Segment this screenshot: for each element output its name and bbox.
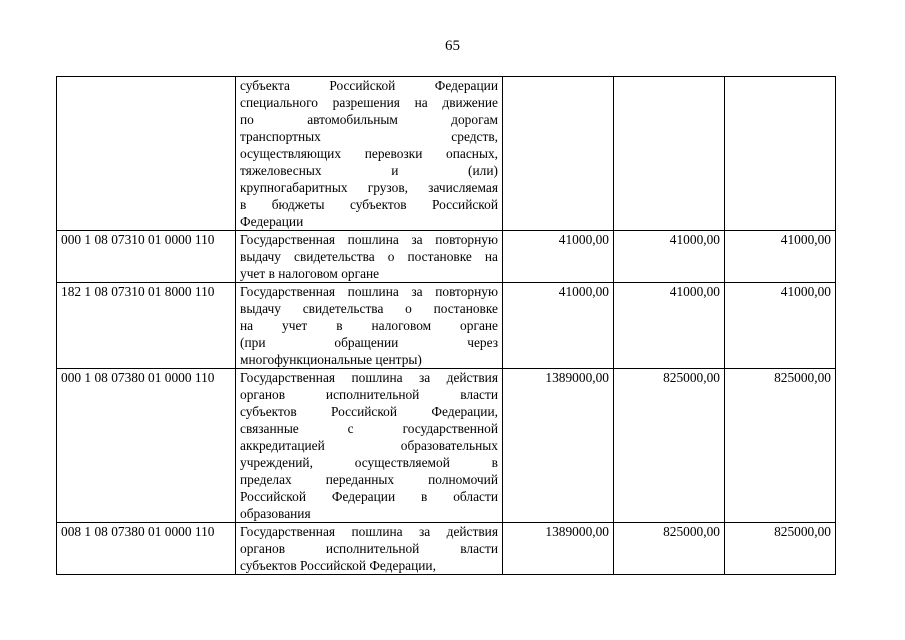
revenue-name-line: органов исполнительной власти xyxy=(240,541,498,556)
revenue-name-line: на учет в налоговом органе xyxy=(240,318,498,333)
revenue-name-line: транспортных средств, xyxy=(240,129,498,144)
amount-cell-year-1: 41000,00 xyxy=(503,283,614,369)
budget-code-cell: 000 1 08 07380 01 0000 110 xyxy=(57,369,236,523)
revenue-name-cell xyxy=(236,77,503,231)
revenue-name-line: Российской Федерации в области xyxy=(240,489,498,504)
amount-cell-year-2: 825000,00 xyxy=(614,369,725,523)
table-row xyxy=(57,231,836,283)
revenue-name-line: специального разрешения на движение xyxy=(240,95,498,110)
revenue-name-line: субъектов Российской Федерации, xyxy=(240,558,436,573)
amount-cell-year-2: 825000,00 xyxy=(614,523,725,575)
amount-cell-year-3: 825000,00 xyxy=(725,523,836,575)
revenue-name-line: учет в налоговом органе xyxy=(240,266,380,281)
table-row xyxy=(57,369,836,523)
table-body xyxy=(57,77,836,575)
amount-cell-year-1: 1389000,00 xyxy=(503,523,614,575)
amount-cell-year-2 xyxy=(614,77,725,231)
revenue-name-line: Государственная пошлина за действия xyxy=(240,524,498,539)
budget-code-cell: 182 1 08 07310 01 8000 110 xyxy=(57,283,236,369)
amount-cell-year-3: 825000,00 xyxy=(725,369,836,523)
page-number: 65 xyxy=(445,38,460,54)
revenue-name-cell xyxy=(236,523,503,575)
amount-cell-year-3: 41000,00 xyxy=(725,283,836,369)
revenue-name-line: по автомобильным дорогам xyxy=(240,112,498,127)
amount-cell-year-3 xyxy=(725,77,836,231)
revenue-name-line: образования xyxy=(240,506,311,521)
table-row xyxy=(57,523,836,575)
budget-code-cell xyxy=(57,77,236,231)
amount-cell-year-3: 41000,00 xyxy=(725,231,836,283)
revenue-name-cell xyxy=(236,231,503,283)
revenue-name-line: осуществляющих перевозки опасных, xyxy=(240,146,498,161)
revenue-name-line: учреждений, осуществляемой в xyxy=(240,455,498,470)
amount-cell-year-1: 1389000,00 xyxy=(503,369,614,523)
revenue-name-line: связанные с государственной xyxy=(240,421,498,436)
revenue-name-line: тяжеловесных и (или) xyxy=(240,163,498,178)
revenue-name-cell xyxy=(236,283,503,369)
budget-revenue-table xyxy=(56,76,836,575)
revenue-name-line: аккредитацией образовательных xyxy=(240,438,498,453)
revenue-name-line: субъектов Российской Федерации, xyxy=(240,404,498,419)
revenue-name-line: выдачу свидетельства о постановке xyxy=(240,301,498,316)
revenue-name-line: (при обращении через xyxy=(240,335,498,350)
revenue-name-cell xyxy=(236,369,503,523)
revenue-name-line: многофункциональные центры) xyxy=(240,352,422,367)
table-row xyxy=(57,283,836,369)
revenue-name-line: Федерации xyxy=(240,214,304,229)
revenue-name-line: органов исполнительной власти xyxy=(240,387,498,402)
table-row xyxy=(57,77,836,231)
revenue-name-line: Государственная пошлина за повторную xyxy=(240,232,498,247)
revenue-name-line: выдачу свидетельства о постановке на xyxy=(240,249,498,264)
amount-cell-year-2: 41000,00 xyxy=(614,283,725,369)
budget-code-cell: 000 1 08 07310 01 0000 110 xyxy=(57,231,236,283)
revenue-name-line: субъекта Российской Федерации xyxy=(240,78,498,93)
amount-cell-year-1 xyxy=(503,77,614,231)
budget-code-cell: 008 1 08 07380 01 0000 110 xyxy=(57,523,236,575)
revenue-name-line: крупногабаритных грузов, зачисляемая xyxy=(240,180,498,195)
revenue-name-line: Государственная пошлина за повторную xyxy=(240,284,498,299)
amount-cell-year-2: 41000,00 xyxy=(614,231,725,283)
revenue-name-line: пределах переданных полномочий xyxy=(240,472,498,487)
amount-cell-year-1: 41000,00 xyxy=(503,231,614,283)
revenue-name-line: Государственная пошлина за действия xyxy=(240,370,498,385)
revenue-name-line: в бюджеты субъектов Российской xyxy=(240,197,498,212)
